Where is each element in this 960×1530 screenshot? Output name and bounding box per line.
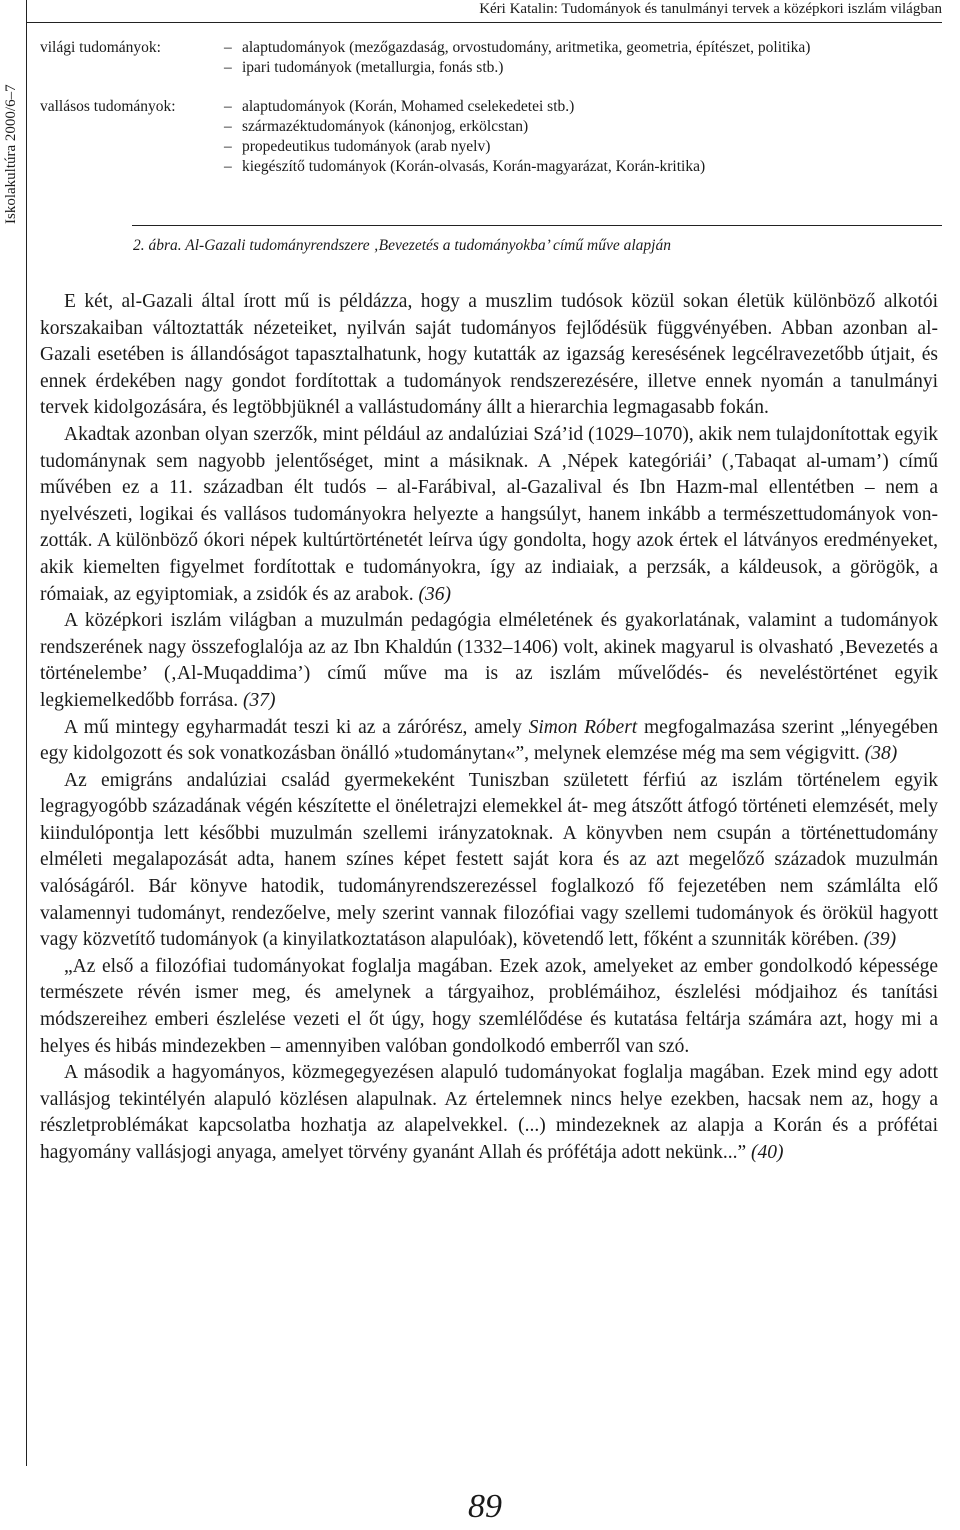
paragraph: A mű mintegy egyharmadát teszi ki az a zárórész, amely Simon Róbert megfogalmazása szerint „lényegében egy kidolgozott és sok vonatkozásban önálló »tudománytan«”, melynek elemzése még ma sem végigvitt. (38) xyxy=(40,716,938,765)
footnote-ref: (40) xyxy=(750,1142,784,1163)
running-header: Kéri Katalin: Tudományok és tanulmányi tervek a középkori iszlám világban xyxy=(479,1,942,17)
footnote-ref: (37) xyxy=(243,689,276,711)
footnote-ref: (36) xyxy=(418,583,451,605)
footnote-ref: (38) xyxy=(864,743,898,765)
scheme-item: – propedeutikus tudományok (arab nyelv) xyxy=(224,138,491,155)
article-body xyxy=(40,289,938,1167)
paragraph: Akadtak azonban olyan szerzők, mint például az andalúziai Szá’id (1029–1070), akik nem tulajdonítottak egyik tudománynak sem nagyobb jelentőséget, mint a másiknak. A ‚Népek kategóriái’ (‚Tabaqat al-umam’) című művében ez a 11. században élt tudós – al-Farábival, al-Gazalival és Ibn Hazm-mal ellentétben – nem a nyelvészeti, logikai és vallásos tudományokra helyezte a hangsúlyt, hanem inkább a természettudományok vonzották. A különböző ókori népek kultúrtörténetét leírva úgy gondolta, hogy azok értek el látványos eredményeket, akik kiemelten figyelmet fordítottak e tudományokra, így az indiaiak, a perzsák, a káldeusok, a görögök, a rómaiak, az egyiptomiak, a zsidók és az arabok. (36) xyxy=(40,423,938,605)
quote-paragraph: A második a hagyományos, közmegegyezésen alapuló tudományokat foglalja magában. Ezek mind egy adott vallásjog tekintélyén alapuló közlésen alapulnak. Az értelemnek nincs helye ezekben, hacsak nem az, hogy a részletproblémákat kapcsolatba hozhatja az alapelvekkel. (...) mindezeknek az alapja a Korán és a prófétai hagyomány vallásjogi anyaga, amelyet törvény gyanánt Allah és prófétája adott nekünk...” (40) xyxy=(40,1062,938,1163)
header-rule xyxy=(26,22,942,23)
paragraph: E két, al-Gazali által írott mű is példázza, hogy a muszlim tudósok közül sokan életük különböző alkotói korszakaiban változtatták nézeteiket, nyilván saját tudományos fejlődésük függvényében. Abban azonban al-Gazali esetében is állandóságot tapasztalhatunk, hogy kutatták az igazság keresésének legcélravezetőbb útjait, és ennek érdekében nagy gondot fordítottak a tudományok rendszerezésére, illetve ennek nyomán a tanulmányi tervek kidolgozására, és legtöbbjüknél a vallástudomány állt a hierarchia legmagasabb fokán. xyxy=(40,291,938,419)
scheme-item: – kiegészítő tudományok (Korán-olvasás, Korán-magyarázat, Korán-kritika) xyxy=(224,158,706,175)
paragraph: Az emigráns andalúziai család gyermekeként Tuniszban született férfiú az iszlám történelem egyik legragyogóbb századának végén készítette el önéletrajzi elemekkel át- meg átszőtt átfogó történeti elemzését, mely kiindulópontja lett későbbi muzulmán szellemi irányzatoknak. A könyvben nem csupán a történettudomány elméleti megalapozását adta, hanem színes képet festett saját kora és az azt megelőző századok muzulmán valóságáról. Bár könyve hatodik, tudományrendszerezéssel foglalkozó fő fejezetében nem számlálta elő valamennyi tudományt, rendezőelve, mely szerint vannak filozófiai vagy szellemi tudományok és örökül hagyott vagy közvetítő tudományok (a kinyilatkoztatáson alapulóak), követendő lett, főként a szunniták körében. (39) xyxy=(40,769,938,951)
scheme-group-religious xyxy=(40,97,940,177)
scheme-group-label: vallásos tudományok: xyxy=(40,98,176,115)
scheme-item: – ipari tudományok (metallurgia, fonás stb.) xyxy=(224,59,504,76)
scheme-group-secular xyxy=(40,38,940,78)
scheme-item: – alaptudományok (mezőgazdaság, orvostudomány, aritmetika, geometria, építészet, politika) xyxy=(224,39,811,56)
quote-paragraph: „Az első a filozófiai tudományokat foglalja magában. Ezek azok, amelyeket az ember gondolkodó képessége természete révén ismer meg, és amelynek a tárgyaihoz, problémáihoz, észlelési módjaihoz és tanítási módszereihez emberi észlelése vezeti el őt úgy, hogy szemlélődése és kutatása feltárja számára azt, hogy mi a helyes és hibás mindezekben – amennyiben valóban gondolkodó emberről van szó. xyxy=(40,955,938,1057)
footnote-ref: (39) xyxy=(863,929,897,951)
scheme-item: – alaptudományok (Korán, Mohamed cselekedetei stb.) xyxy=(224,98,575,115)
side-rule xyxy=(26,0,27,1466)
scheme-item: – származéktudományok (kánonjog, erkölcstan) xyxy=(224,118,529,135)
figure-caption: 2. ábra. Al-Gazali tudományrendszere ‚Bevezetés a tudományokba’ című műve alapján xyxy=(133,237,671,254)
author-name: Simon Róbert xyxy=(528,716,638,738)
page-number: 89 xyxy=(468,1488,502,1525)
journal-side-label: Iskolakultúra 2000/6–7 xyxy=(3,84,19,224)
paragraph: A középkori iszlám világban a muzulmán pedagógia elméletének és gyakorlatának, valamint a tudományok rendszerének nagy összefoglalója az az Ibn Khaldún (1332–1406) volt, akinek magyarul is olvasható ‚Bevezetés a történelembe’ (‚Al-Muqaddima’) című műve ma is az iszlám művelődés- és neveléstörténet egyik legkiemelkedőbb forrása. (37) xyxy=(40,610,938,711)
scheme-rule xyxy=(132,225,942,226)
scheme-group-label: világi tudományok: xyxy=(40,39,161,56)
classification-scheme xyxy=(40,38,940,177)
